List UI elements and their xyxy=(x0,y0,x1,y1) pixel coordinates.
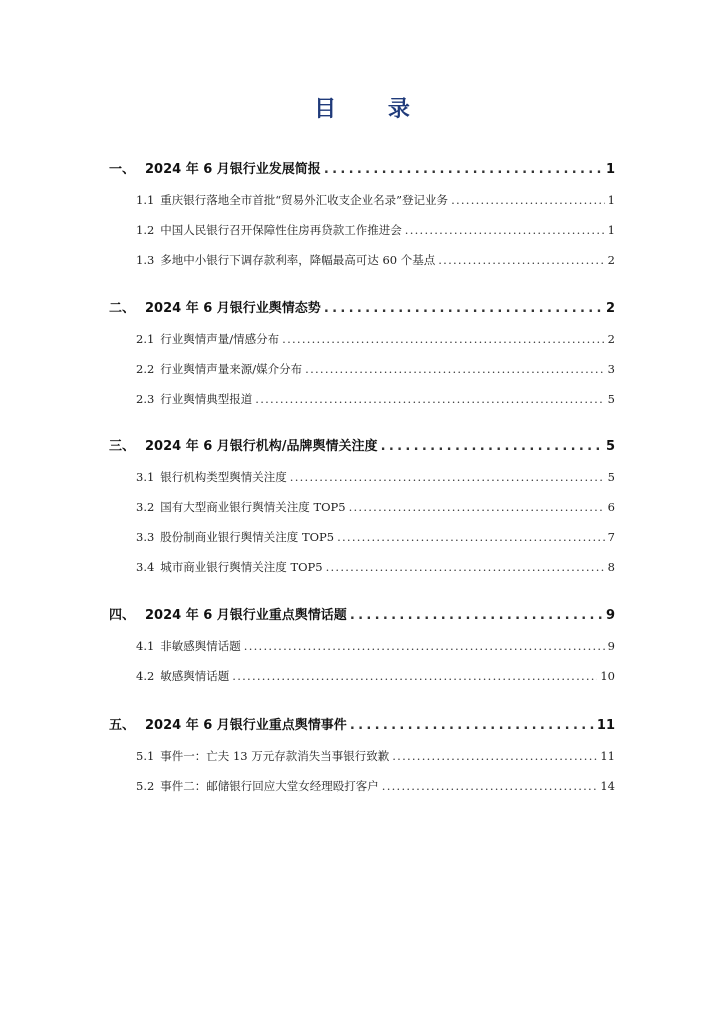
toc-item-entry[interactable] xyxy=(136,331,615,347)
toc-section-entry[interactable] xyxy=(109,604,615,623)
section-title: 2024 年 6 月银行业发展简报 xyxy=(145,162,321,177)
item-page-number: 5 xyxy=(607,392,615,406)
toc-item-entry[interactable] xyxy=(136,252,615,268)
toc-item-entry[interactable] xyxy=(136,559,615,575)
dot-leader xyxy=(350,608,603,623)
dot-leader xyxy=(232,669,597,683)
item-title: 敏感舆情话题 xyxy=(160,669,230,683)
item-title: 银行机构类型舆情关注度 xyxy=(160,470,287,484)
item-number: 5.1 xyxy=(136,749,155,763)
item-number: 3.2 xyxy=(136,500,155,514)
dot-leader xyxy=(392,749,597,763)
toc-item-entry[interactable] xyxy=(136,748,615,764)
item-page-number: 1 xyxy=(607,223,615,237)
item-number: 4.2 xyxy=(136,669,155,683)
section-page-number: 1 xyxy=(605,162,615,177)
section-title: 2024 年 6 月银行业重点舆情话题 xyxy=(145,608,347,623)
dot-leader xyxy=(337,530,605,544)
item-page-number: 8 xyxy=(607,560,615,574)
item-title: 行业舆情声量/情感分布 xyxy=(160,332,280,346)
toc-item-entry[interactable] xyxy=(136,668,615,684)
section-page-number: 9 xyxy=(605,608,615,623)
item-title: 城市商业银行舆情关注度 TOP5 xyxy=(160,560,323,574)
dot-leader xyxy=(290,470,605,484)
toc-item-entry[interactable] xyxy=(136,778,615,794)
item-title: 中国人民银行召开保障性住房再贷款工作推进会 xyxy=(160,223,402,237)
dot-leader xyxy=(305,362,605,376)
item-number: 2.3 xyxy=(136,392,155,406)
item-number: 3.4 xyxy=(136,560,155,574)
toc-item-entry[interactable] xyxy=(136,529,615,545)
toc-section-entry[interactable] xyxy=(109,435,615,454)
dot-leader xyxy=(381,439,603,454)
section-number: 五、 xyxy=(109,718,136,733)
section-title: 2024 年 6 月银行业舆情态势 xyxy=(145,301,321,316)
toc-section-entry[interactable] xyxy=(109,297,615,316)
item-page-number: 6 xyxy=(607,500,615,514)
toc-item-entry[interactable] xyxy=(136,499,615,515)
section-number: 四、 xyxy=(109,608,136,623)
item-title: 事件二：邮储银行回应大堂女经理殴打客户 xyxy=(160,779,379,793)
item-title: 行业舆情典型报道 xyxy=(160,392,253,406)
item-title: 多地中小银行下调存款利率，降幅最高可达 60 个基点 xyxy=(160,253,436,267)
toc-title: 目 录 xyxy=(314,97,432,122)
dot-leader xyxy=(451,193,605,207)
toc-item-entry[interactable] xyxy=(136,638,615,654)
item-page-number: 1 xyxy=(607,193,615,207)
item-number: 1.3 xyxy=(136,253,155,267)
item-number: 1.1 xyxy=(136,193,155,207)
item-number: 3.3 xyxy=(136,530,155,544)
dot-leader xyxy=(255,392,604,406)
item-page-number: 11 xyxy=(600,749,615,763)
section-number: 三、 xyxy=(109,439,136,454)
item-title: 重庆银行落地全市首批“贸易外汇收支企业名录”登记业务 xyxy=(160,193,449,207)
toc-item-entry[interactable] xyxy=(136,361,615,377)
section-title: 2024 年 6 月银行机构/品牌舆情关注度 xyxy=(145,439,378,454)
dot-leader xyxy=(349,500,605,514)
toc-item-entry[interactable] xyxy=(136,222,615,238)
section-number: 一、 xyxy=(109,162,136,177)
item-title: 事件一：亡夫 13 万元存款消失当事银行致歉 xyxy=(160,749,390,763)
item-page-number: 5 xyxy=(607,470,615,484)
section-page-number: 5 xyxy=(605,439,615,454)
item-number: 1.2 xyxy=(136,223,155,237)
dot-leader xyxy=(244,639,605,653)
dot-leader xyxy=(350,718,594,733)
dot-leader xyxy=(324,301,603,316)
section-page-number: 11 xyxy=(596,718,615,733)
item-page-number: 14 xyxy=(600,779,615,793)
item-page-number: 7 xyxy=(607,530,615,544)
dot-leader xyxy=(324,162,603,177)
section-title: 2024 年 6 月银行业重点舆情事件 xyxy=(145,718,347,733)
section-number: 二、 xyxy=(109,301,136,316)
item-number: 4.1 xyxy=(136,639,155,653)
dot-leader xyxy=(405,223,605,237)
section-page-number: 2 xyxy=(605,301,615,316)
item-page-number: 2 xyxy=(607,332,615,346)
item-number: 2.2 xyxy=(136,362,155,376)
toc-item-entry[interactable] xyxy=(136,391,615,407)
dot-leader xyxy=(438,253,604,267)
item-number: 5.2 xyxy=(136,779,155,793)
toc-section-entry[interactable] xyxy=(109,158,615,177)
item-page-number: 9 xyxy=(607,639,615,653)
toc-item-entry[interactable] xyxy=(136,469,615,485)
item-number: 2.1 xyxy=(136,332,155,346)
item-title: 国有大型商业银行舆情关注度 TOP5 xyxy=(160,500,346,514)
toc-item-entry[interactable] xyxy=(136,192,615,208)
item-page-number: 3 xyxy=(607,362,615,376)
dot-leader xyxy=(282,332,605,346)
toc-section-entry[interactable] xyxy=(109,714,615,733)
dot-leader xyxy=(382,779,598,793)
item-title: 行业舆情声量来源/媒介分布 xyxy=(160,362,303,376)
item-title: 非敏感舆情话题 xyxy=(160,639,241,653)
dot-leader xyxy=(326,560,605,574)
item-page-number: 10 xyxy=(600,669,615,683)
item-title: 股份制商业银行舆情关注度 TOP5 xyxy=(160,530,335,544)
item-number: 3.1 xyxy=(136,470,155,484)
item-page-number: 2 xyxy=(607,253,615,267)
